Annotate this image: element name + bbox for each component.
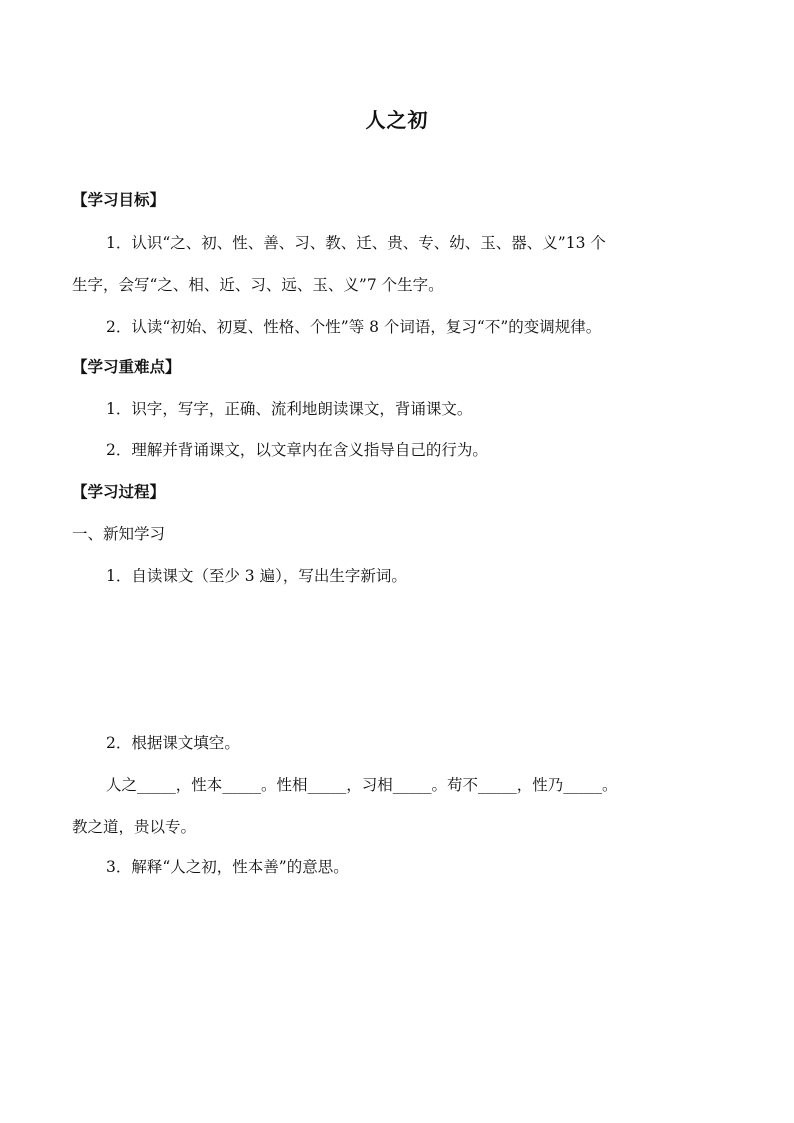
goal-item-1-line-2: 生字，会写“之、相、近、习、远、玉、义”7 个生字。 bbox=[72, 276, 444, 294]
fill-blank-line-2: 教之道，贵以专。 bbox=[72, 818, 197, 836]
process-part-1: 一、新知学习 bbox=[72, 525, 166, 543]
section-heading-process: 【学习过程】 bbox=[72, 482, 166, 501]
goal-item-1-line-1: 1．认识“之、初、性、善、习、教、迁、贵、专、幼、玉、器、义”13 个 bbox=[106, 234, 606, 252]
section-heading-key-points: 【学习重难点】 bbox=[72, 357, 181, 376]
key-point-item-1: 1．识字，写字，正确、流利地朗读课文，背诵课文。 bbox=[106, 400, 473, 418]
process-item-1: 1．自读课文（至少 3 遍），写出生字新词。 bbox=[106, 567, 407, 585]
process-item-2: 2．根据课文填空。 bbox=[106, 734, 240, 752]
page-title: 人之初 bbox=[365, 108, 429, 132]
section-heading-goals: 【学习目标】 bbox=[72, 190, 166, 209]
fill-blank-line-1: 人之_____，性本_____。性相_____，习相_____。苟不_____，性乃_____。 bbox=[106, 776, 618, 794]
goal-item-2: 2．认读“初始、初夏、性格、个性”等 8 个词语，复习“不”的变调规律。 bbox=[106, 318, 602, 336]
key-point-item-2: 2．理解并背诵课文，以文章内在含义指导自己的行为。 bbox=[106, 441, 488, 459]
process-item-3: 3．解释“人之初，性本善”的意思。 bbox=[106, 858, 349, 876]
